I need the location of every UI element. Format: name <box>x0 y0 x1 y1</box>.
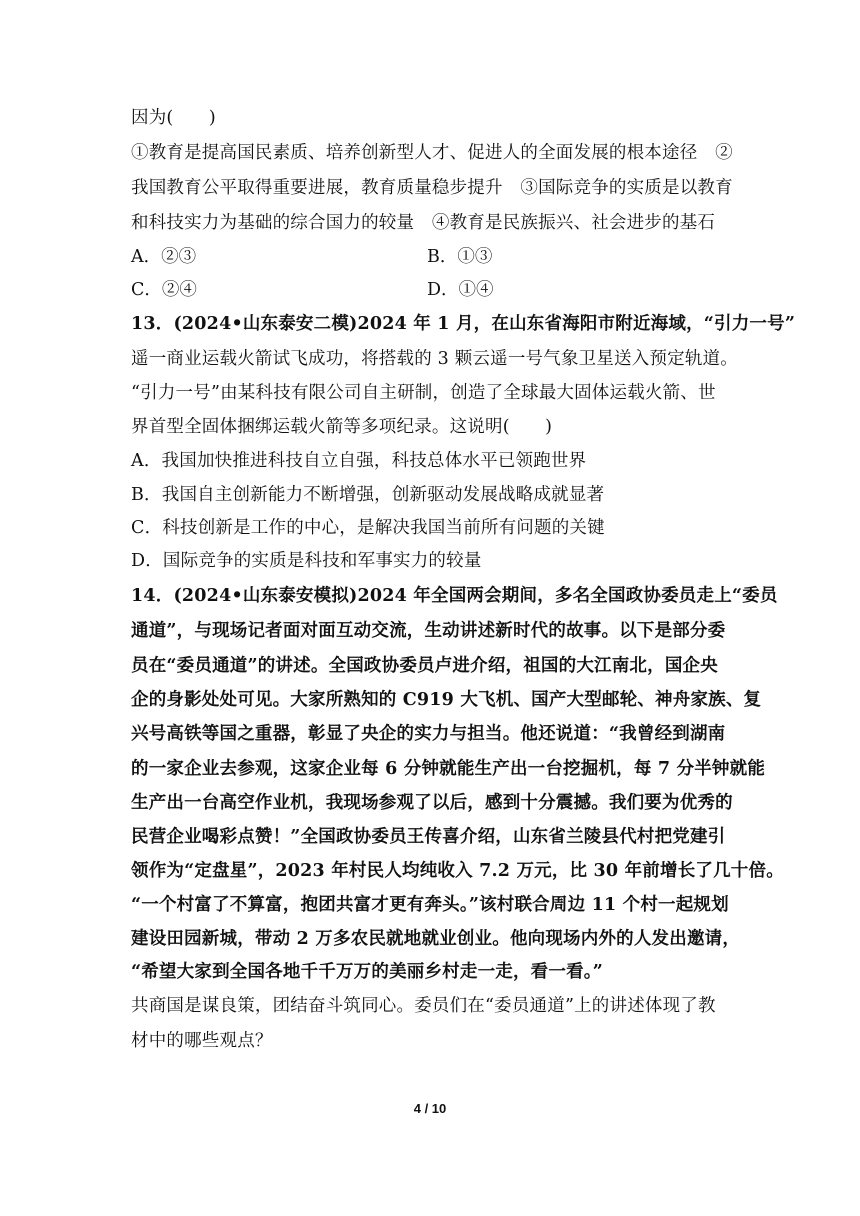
q13-line-4: 界首型全固体捆绑运载火箭等多项纪录。这说明( ) <box>131 417 553 437</box>
q12-option-c: C．②④ <box>131 280 197 300</box>
q12-line-4: 和科技实力为基础的综合国力的较量 ④教育是民族振兴、社会进步的基石 <box>131 213 716 233</box>
q13-option-a: A．我国加快推进科技自立自强，科技总体水平已领跑世界 <box>131 451 587 471</box>
q12-option-b: B．①③ <box>427 247 493 267</box>
q14-line-5: 兴号高铁等国之重器，彰显了央企的实力与担当。他还说道：“我曾经到湖南 <box>131 724 726 744</box>
q12-line-2: ①教育是提高国民素质、培养创新型人才、促进人的全面发展的根本途径 ② <box>131 143 733 163</box>
q14-line-12: “希望大家到全国各地千千万万的美丽乡村走一走，看一看。” <box>131 962 603 982</box>
q14-question-line-1: 共商国是谋良策，团结奋斗筑同心。委员们在“委员通道”上的讲述体现了教 <box>131 996 716 1016</box>
q14-line-10: “一个村富了不算富，抱团共富才更有奔头。”该村联合周边 11 个村一起规划 <box>131 895 729 915</box>
q14-line-7: 生产出一台高空作业机，我现场参观了以后，感到十分震撼。我们要为优秀的 <box>131 793 733 813</box>
q13-line-2: 遥一商业运载火箭试飞成功，将搭载的 3 颗云遥一号气象卫星送入预定轨道。 <box>131 349 738 369</box>
q13-option-d: D．国际竞争的实质是科技和军事实力的较量 <box>131 551 482 571</box>
q13-line-3: “引力一号”由某科技有限公司自主研制，创造了全球最大固体运载火箭、世 <box>131 383 716 403</box>
q14-line-8: 民营企业喝彩点赞！”全国政协委员王传喜介绍，山东省兰陵县代村把党建引 <box>131 827 726 847</box>
q12-line-3: 我国教育公平取得重要进展，教育质量稳步提升 ③国际竞争的实质是以教育 <box>131 178 733 198</box>
q14-line-2: 通道”，与现场记者面对面互动交流，生动讲述新时代的故事。以下是部分委 <box>131 621 726 641</box>
q14-question-line-2: 材中的哪些观点？ <box>131 1031 273 1051</box>
q13-option-c: C．科技创新是工作的中心，是解决我国当前所有问题的关键 <box>131 518 605 538</box>
q14-line-11: 建设田园新城，带动 2 万多农民就地就业创业。他向现场内外的人发出邀请， <box>131 929 741 949</box>
q14-line-9: 领作为“定盘星”，2023 年村民人均纯收入 7.2 万元，比 30 年前增长了几十倍。 <box>131 861 784 881</box>
q12-option-a: A．②③ <box>131 247 197 267</box>
q14-line-1: 14．(2024•山东泰安模拟)2024 年全国两会期间，多名全国政协委员走上“委员 <box>131 586 778 606</box>
q14-line-6: 的一家企业去参观，这家企业每 6 分钟就能生产出一台挖掘机，每 7 分半钟就能 <box>131 759 766 779</box>
q13-option-b: B．我国自主创新能力不断增强，创新驱动发展战略成就显著 <box>131 485 605 505</box>
q12-line-1: 因为( ) <box>131 108 216 128</box>
q12-option-d: D．①④ <box>427 280 494 300</box>
q13-line-1: 13．(2024•山东泰安二模)2024 年 1 月，在山东省海阳市附近海域，“引力一号” <box>131 314 796 334</box>
page-number: 4 / 10 <box>413 1101 447 1116</box>
q14-line-4: 企的身影处处可见。大家所熟知的 C919 大飞机、国产大型邮轮、神舟家族、复 <box>131 690 762 710</box>
q14-line-3: 员在“委员通道”的讲述。全国政协委员卢进介绍，祖国的大江南北，国企央 <box>131 656 718 676</box>
